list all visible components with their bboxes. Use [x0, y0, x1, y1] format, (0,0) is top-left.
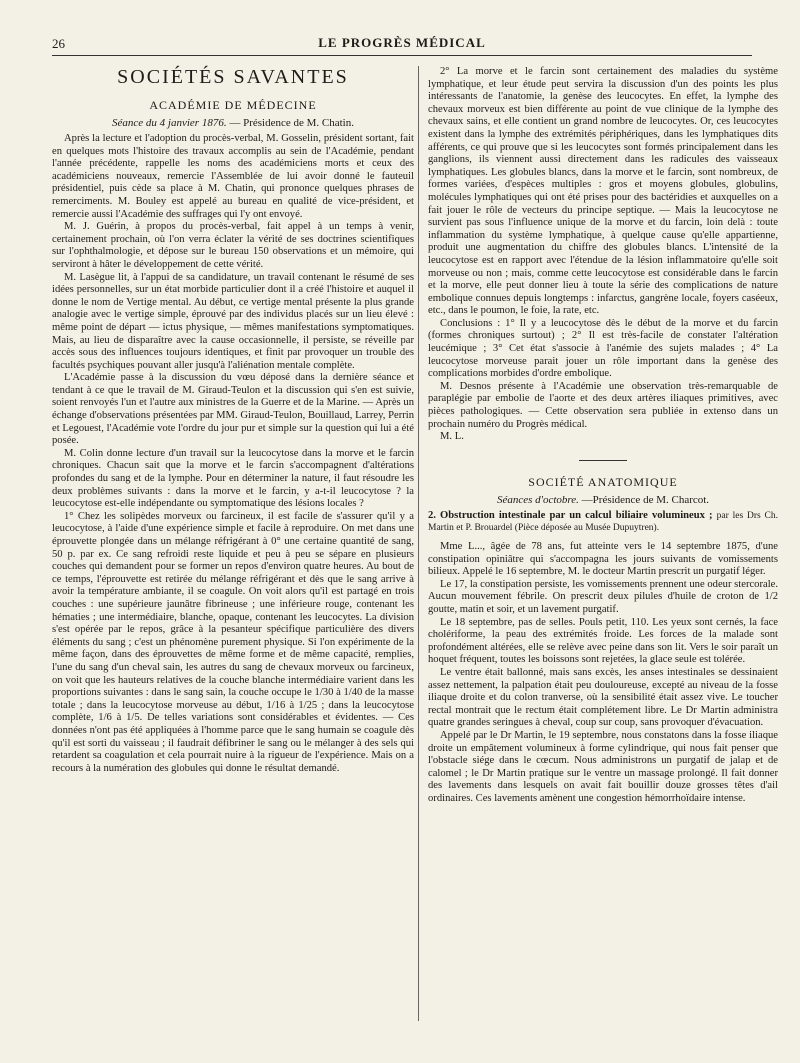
paragraph: Le ventre était ballonné, mais sans excès, les anses intestinales se dessinaient assez nettement, la palpation était peu douloureuse, excepté au niveau de la fosse iliaque droite et du colon tranverse, où la sensibilité était assez vive. Le toucher rectal montrait que le rectum était complétement libre. Le Dr Martin administra quatre grandes seringues à cheval, coup sur coup, sans provoquer d'évacuation. [428, 666, 778, 729]
column-divider [418, 66, 419, 1021]
case-authors: par les Drs Ch. Martin et P. Brouardel (Pièce déposée au Musée Dupuytren). [428, 510, 778, 534]
paragraph: M. Lasègue lit, à l'appui de sa candidature, un travail contenant le résumé de ses idées personnelles, sur un état morbide particulier dont il a créé l'histoire et auquel il donne le nom de Vertige mental. Au début, ce vertige mental présente la plus grande analogie avec le vertige simple, éprouvé par des individus placés sur un lieu élevé : même point de départ — ictus physique, — mêmes manifestations symptomatiques. Mais, au lieu de disparaître avec la cause occasionnelle, il persiste, se réveille par accès sous des influences toujours identiques, et finit par provoquer un trouble des facultés psychiques pouvant aller jusqu'à l'aliénation mentale complète. [52, 271, 414, 371]
section-title: SOCIÉTÉS SAVANTES [117, 66, 349, 88]
case-heading: 2. Obstruction intestinale par un calcul biliaire volumineux ; [428, 509, 713, 521]
anatomy-society-title: SOCIÉTÉ ANATOMIQUE [528, 474, 678, 489]
section-separator [579, 460, 627, 461]
anatomy-session-line [428, 494, 778, 506]
paragraph: M. J. Guérin, à propos du procès-verbal, fait appel à un temps à venir, certainement prochain, où l'on verra éclater la vérité de ses doctrines scientifiques sur l'ophthalmologie, et dépose sur le bureau 150 observations et un mémoire, qui serviront à hâter le développement de cette vérité. [52, 221, 414, 270]
paragraph: M. Desnos présente à l'Académie une observation très-remarquable de paraplégie par embolie de l'aorte et des deux artères iliaques primitives, avec pièces pathologiques. — Cette observation sera publiée in extenso dans un prochain numéro du Progrès médical. [428, 380, 778, 430]
header-rule [52, 55, 752, 56]
paragraph: L'Académie passe à la discussion du vœu déposé dans la dernière séance et tendant à ce que le travail de M. Giraud-Teulon et la discussion qui s'en est suivie, soient renvoyés l'un et l'autre aux ministres de la Guerre et de la Marine. — Après un échange d'observations présentées par MM. Giraud-Teulon, Bouillaud, Larrey, Perrin et Legouest, l'Académie vote l'ordre du jour pur et simple sur la question qui lui a été posée. [52, 372, 414, 447]
session-date: Séance du 4 janvier 1876. [112, 117, 227, 129]
paragraph: 1° Chez les solipèdes morveux ou farcineux, il est facile de s'assurer qu'il y a leucocytose, à l'aide d'une expérience simple et facile à reproduire. On met dans une éprouvette plongée dans un mélange réfrigérant à 0° une certaine quantité de sang, 50 p. par ex. Ce sang refroidi reste liquide et peu à peu se sépare en plusieurs couches qui demandent pour se former un repos d'environ quatre heures. Au bout de ce temps, l'éprouvette est retirée du mélange réfrigérant et dès que le sang arrive à avoir la température ambiante, il se coagule. On voit alors qu'il est partagé en trois couches : une supérieure jaunâtre fibrineuse ; une inférieure rouge, contenant les hématies ; une intermédiaire, blanche, opaque, contenant les leucocytes. La division s'est opérée par le repos, grâce à la pesanteur spécifique particulière des divers éléments du sang ; c'est un phénomène purement physique. Si l'on expérimente de la même façon, dans des éprouvettes de même forme et de même capacité, remplies, l'une du sang d'un cheval sain, les autres du sang de chevaux morveux ou farcineux, on voit que les hauteurs relatives de la couche blanche intermédiaire varient dans les proportions suivantes : dans le sang sain, la couche occupe le 1/30 à 1/40 de la masse totale ; dans la leucocytose morveuse au début, 1/16 à 1/25 ; dans la leucocytose complète, 1/6 à 1/5. De telles variations sont considérables et évidentes. — Ces données n'ont pas été appliquées à l'homme parce que le sang humain se coagule dès qu'il est sorti du vaisseau ; il faudrait défibriner le sang ou le mélanger à des sels qui retardent sa coagulation et cela pourrait nuire à la rigueur de l'expérience. Mais on a recours à la numération des globules qui donne le résultat demandé. [52, 510, 414, 774]
page-number: 26 [52, 36, 65, 51]
anatomy-presidence: —Présidence de M. Charcot. [581, 493, 710, 506]
left-column [52, 66, 414, 775]
case-entry-heading [428, 510, 778, 535]
paragraph: Le 17, la constipation persiste, les vomissements prennent une odeur stercorale. Aucun mouvement fébrile. On prescrit deux pilules d'huile de croton de 1/2 goutte, matin et soir, et un lavement purgatif. [428, 578, 778, 615]
running-head [52, 32, 752, 54]
paragraph: Le 18 septembre, pas de selles. Pouls petit, 110. Les yeux sont cernés, la face cholériforme, la peau des extrémités froide. Les forces de la malade sont profondément altérées, elle se relève avec peine dans son lit. Vers le soir paraît un hoquet fréquent, toutes les boissons sont rejetées, la glace seule est tolérée. [428, 616, 778, 666]
session-presidence: — Présidence de M. Chatin. [229, 117, 354, 129]
paragraph: M. Colin donne lecture d'un travail sur la leucocytose dans la morve et le farcin chroniques. Chacun sait que la morve et le farcin s'accompagnent d'altérations profondes du sang et de la lymphe. Pour en déterminer la nature, il faut résoudre les deux problèmes suivants : dans la morve et le farcin, y a-t-il leucocytose ? la leucocytose est-elle indépendante ou symptomatique des lésions locales ? [52, 447, 414, 510]
session-line [52, 117, 414, 129]
academy-title: ACADÉMIE DE MÉDECINE [149, 98, 317, 112]
paragraph: Après la lecture et l'adoption du procès-verbal, M. Gosselin, président sortant, fait en quelques mots l'histoire des travaux accomplis au sein de l'Académie, pendant l'année précédente, rappelle les noms des académiciens morts et ceux des académiciens nouveaux, remercie l'Assemblée de lui avoir donné le fauteuil présidentiel, puis cède sa place à M. Chatin, qui prononce quelques phrases de remerciments. M. Bouley est appelé au bureau en qualité de vice-président, et remercie aussi l'Académie des suffrages qui l'y ont envoyé. [52, 133, 414, 220]
signature: M. L. [440, 431, 464, 443]
paragraph: Conclusions : 1° Il y a leucocytose dès le début de la morve et du farcin (formes chroniques surtout) ; 2° Il est très-facile de constater l'altération leucémique ; 3° Cet état s'associe à l'anémie des sujets malades ; 4° La leucocytose morveuse parait jouer un rôle important dans la genèse des complications morbides d'ordre embolique. [428, 317, 778, 380]
paragraph: Appelé par le Dr Martin, le 19 septembre, nous constatons dans la fosse iliaque droite un empâtement volumineux à forme cylindrique, qui nous fait penser que l'obstacle siége dans le cœcum. Nous administrons un purgatif de jalap et de calomel ; le Dr Martin pratique sur le ventre un massage prolongé. Il fait donner des lavements dans lesquels on avait fait bouillir douze grosses têtes d'ail ordinaires. Ces lavements amènent une congestion hémorrhoïdaire intense. [428, 729, 778, 804]
paragraph: Mme L..., âgée de 78 ans, fut atteinte vers le 14 septembre 1875, d'une constipation opiniâtre qui s'accompagna les jours suivants de vomissements bilieux. Appelé le 16 septembre, M. le docteur Martin prescrit un purgatif léger. [428, 541, 778, 578]
paragraph: 2° La morve et le farcin sont certainement des maladies du système lymphatique, et leur étude peut servira la discussion d'un des points les plus intéressants de l'anatomie, la genèse des leucocytes. En effet, la lymphe des chevaux morveux est bien différente au point de vue clinique de la lymphe des chevaux sains, et elle contient un grand nombre de leucocytes. Or, ces leucocytes existent dans la lymphe des extrémités périphériques, dans les lymphatiques dits afférents, ce qui prouve que si les leucocytes sont formés principalement dans les ganglions, ils viennent aussi directement dans les radicules des vaisseaux lymphatiques. Les globules blancs, dans la morve et le farcin, sont nombreux, de formes variées, d'espèces multiples : gros et moyens globules, globulins, molécules lymphatiques qui ont été prises pour des bactéridies et auxquelles on a fait jouer le rôle de vecteurs du principe septique. — Mais la leucocytose ne survient pas sous l'influence unique de la morve et du farcin, loin delà : toute inflammation du système lymphatique, à quelque cause qu'elle appartienne, produit une augmentation du chiffre des globules blancs. L'intensité de la leucocytose est en rapport avec l'étendue de la lésion inflammatoire qu'elle soit morveuse ou non ; mais, comme cette leucocytose est considérable dans le farcin et la morve, elle peut donner lieu à toute la série des complications de nature embolique connues depuis longtemps : infarctus, gangrène locale, foyers caséeux, etc., dans le poumon, le foie, la rate, etc. [428, 66, 778, 317]
right-column [428, 66, 778, 805]
anatomy-session: Séances d'octobre. [496, 493, 579, 506]
journal-title: LE PROGRÈS MÉDICAL [318, 35, 486, 50]
